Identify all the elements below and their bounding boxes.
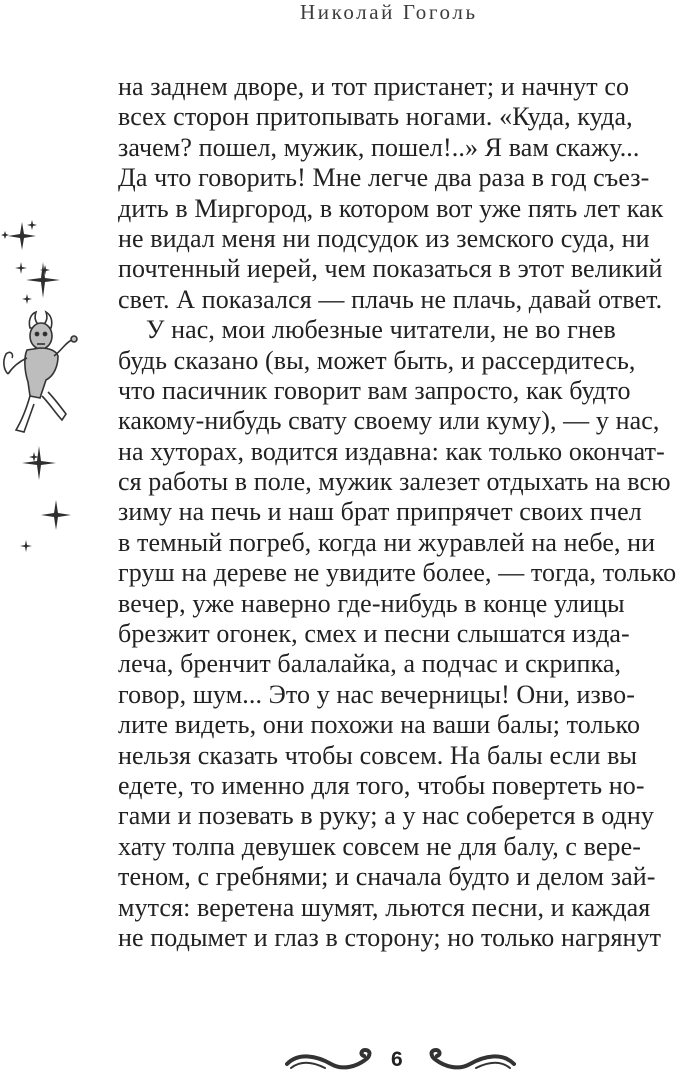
sparkle-star-icon bbox=[15, 262, 60, 304]
text-line: почтенный иерей, чем показаться в этот великий bbox=[118, 254, 663, 284]
devil-figure-icon bbox=[4, 312, 77, 432]
text-line: дить в Миргород, в котором вот уже пять лет как bbox=[118, 193, 664, 223]
scroll-flourish-right-icon bbox=[428, 1046, 516, 1078]
text-line: гами и позевать в руку; а у нас соберется в одну bbox=[118, 801, 654, 831]
sparkle-star-icon bbox=[20, 446, 71, 552]
text-line: едете, то именно для того, чтобы повертеть но- bbox=[118, 770, 645, 800]
devil-with-stars-illustration bbox=[0, 200, 90, 570]
text-line: лите видеть, они похожи на ваши балы; только bbox=[118, 710, 641, 740]
text-line: зиму на печь и наш брат припрячет своих пчел bbox=[118, 497, 642, 527]
scroll-flourish-left-icon bbox=[285, 1046, 373, 1078]
text-line: всех сторон притопывать ногами. «Куда, куда, bbox=[118, 102, 633, 132]
text-line: груш на дереве не увидите более, — тогда, только bbox=[118, 558, 677, 588]
text-line: зачем? пошел, мужик, пошел!..» Я вам скажу... bbox=[118, 132, 640, 162]
text-line: будь сказано (вы, может быть, и рассердитесь, bbox=[118, 345, 636, 375]
text-line: хату толпа девушек совсем не для балу, с вере- bbox=[118, 831, 641, 861]
text-line: что пасичник говорит вам запросто, как будто bbox=[118, 375, 631, 405]
text-line: нельзя сказать чтобы совсем. На балы если вы bbox=[118, 740, 638, 770]
text-line: теном, с гребнями; и сначала будто и делом зай- bbox=[118, 862, 656, 892]
text-line: говор, шум... Это у нас вечерницы! Они, изво- bbox=[118, 679, 635, 709]
running-header-author: Николай Гоголь bbox=[300, 0, 478, 24]
body-text bbox=[118, 72, 683, 953]
text-line: на хуторах, водится издавна: как только окончат- bbox=[118, 436, 665, 466]
text-line: в темный погреб, когда ни журавлей на небе, ни bbox=[118, 527, 656, 557]
text-line: вечер, уже наверно где-нибудь в конце улицы bbox=[118, 588, 625, 618]
text-line: Да что говорить! Мне легче два раза в год съез- bbox=[118, 163, 650, 193]
sparkle-star-icon bbox=[1, 220, 37, 250]
text-line: не подымет и глаз в сторону; но только нагрянут bbox=[118, 922, 662, 952]
text-line: свет. А показался — плачь не плачь, давай ответ. bbox=[118, 284, 663, 314]
text-line: не видал меня ни подсудок из земского суда, ни bbox=[118, 223, 650, 253]
paragraph-start-line: У нас, мои любезные читатели, не во гнев bbox=[146, 315, 616, 345]
page-number: 6 bbox=[391, 1048, 403, 1071]
text-line: леча, бренчит балалайка, а подчас и скрипка, bbox=[118, 649, 622, 679]
text-line: на заднем дворе, и тот пристанет; и начнут со bbox=[118, 72, 630, 101]
text-line: брезжит огонек, смех и песни слышатся изда- bbox=[118, 619, 630, 649]
text-line: какому-нибудь свату своему или куму), — у нас, bbox=[118, 406, 660, 436]
text-line: мутся: веретена шумят, льются песни, и каждая bbox=[118, 892, 651, 922]
text-line: ся работы в поле, мужик залезет отдыхать на всю bbox=[118, 467, 671, 497]
